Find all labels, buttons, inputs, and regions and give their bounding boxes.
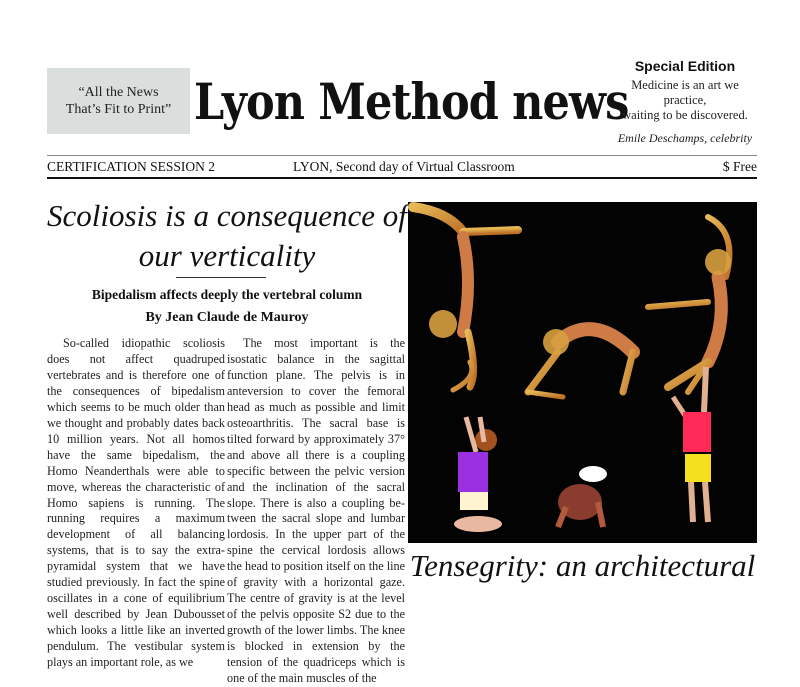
dateline-location: LYON, Second day of Virtual Classroom [293, 159, 515, 174]
tagline-box [47, 68, 190, 134]
headline-divider [176, 277, 266, 278]
tagline-line-2: That’s Fit to Print” [65, 102, 172, 117]
edition-box [610, 58, 760, 146]
special-edition-label: Special Edition [634, 58, 736, 74]
headline-line-1: Scoliosis is a consequence of [47, 198, 407, 233]
column-1-text: So-called idiopathic scoliosis does not affect quadruped vertebrates and is therefore one of the consequences of bipedalism which seems to be much older than we thought and probably dates back 10 million years. Not all homos have the same bipedalism, the Homo Neanderthals were able to move, whereas the characteristic of Homo sapiens is running. The running requires a maximum development of all balancing systems, that is to say the extra-pyramidal system that we have studied previously. In fact the spine oscillates in a cone of equilibrium well described by Jean Dubousset which looks a little like an inverted pendulum. The vestibular system plays an important role, as we [47, 336, 225, 670]
skeleton-children-photo [408, 202, 757, 543]
article-headline [47, 196, 407, 276]
dateline-price: $ Free [722, 159, 757, 174]
dateline [47, 157, 757, 177]
article-column-2 [227, 336, 405, 687]
motto-line-1: Medicine is an art we practice, [631, 78, 739, 107]
article-subheadline: Bipedalism affects deeply the vertebral column [91, 287, 363, 302]
tagline-line-1: “All the News [78, 85, 159, 100]
second-article-headline: Tensegrity: an architectural [409, 548, 756, 583]
article-column-1 [47, 336, 225, 671]
dateline-top-rule [47, 155, 757, 156]
motto-attribution: Emile Deschamps, celebrity [617, 131, 753, 145]
article-byline: By Jean Claude de Mauroy [145, 310, 309, 325]
masthead-title: Lyon Method news [194, 72, 629, 131]
dateline-bottom-rule [47, 177, 757, 179]
column-2-text: The most important is the isostatic balance in the sagittal function plane. The pelvis is in anteversion to cover the femoral head as much as possible and limit osteoarthritis. The sacral base is tilted forward by approximately 37° and above all there is a coupling specific between the pelvic version and the inclination of the sacral slope. There is also a coupling between the sacral slope and lumbar lordosis. In the upper part of the spine the cervical lordosis allows the head to position itself on the line of gravity with a horizontal gaze. The centre of gravity is at the level of the pelvis opposite S2 due to the growth of the lower limbs. The knee is blocked in extension by the tension of the quadriceps which is one of the main muscles of the [227, 336, 405, 686]
photo-illustration [408, 202, 757, 543]
dateline-session: CERTIFICATION SESSION 2 [47, 159, 215, 174]
headline-line-2: our verticality [138, 238, 316, 273]
motto-line-2: waiting to be discovered. [622, 108, 748, 122]
